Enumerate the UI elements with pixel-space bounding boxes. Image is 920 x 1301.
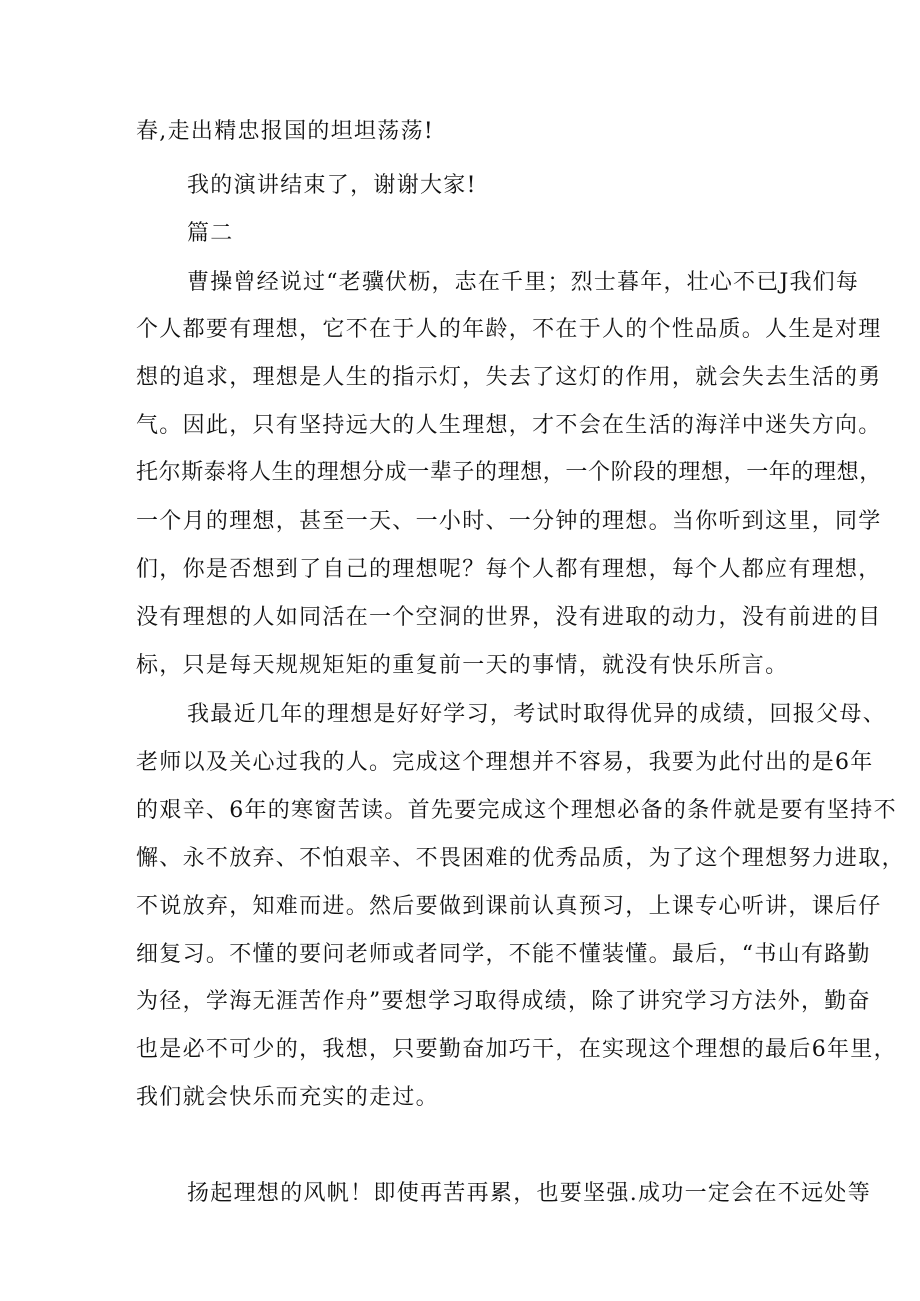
text-line: 标，只是每天规规矩矩的重复前一天的事情，就没有快乐所言。 (136, 653, 789, 678)
text-line: 老师以及关心过我的人。完成这个理想并不容易，我要为此付出的是6年 (136, 750, 874, 775)
text-line: 托尔斯泰将人生的理想分成一辈子的理想，一个阶段的理想，一年的理想， (136, 460, 882, 485)
text-line: 曹操曾经说过“老骥伏枥，志在千里；烈士暮年，壮心不已J我们每 (187, 270, 860, 295)
text-line: 的艰辛、6年的寒窗苦读。首先要完成这个理想必备的条件就是要有坚持不 (136, 798, 897, 823)
text-line: 为径，学海无涯苦作舟”要想学习取得成绩，除了讲究学习方法外，勤奋 (136, 989, 871, 1014)
text-line: 没有理想的人如同活在一个空洞的世界，没有进取的动力，没有前进的目 (136, 605, 882, 630)
text-line: 我最近几年的理想是好好学习，考试时取得优异的成绩，回报父母、 (187, 702, 887, 727)
heading-text: 篇二 (187, 221, 234, 246)
text-line: 不说放弃，知难而进。然后要做到课前认真预习，上课专心听讲，课后仔 (136, 894, 882, 919)
text-line: 想的追求，理想是人生的指示灯，失去了这灯的作用，就会失去生活的勇 (136, 365, 882, 390)
text-line: 扬起理想的风帆！即使再苦再累，也要坚强.成功一定会在不远处等 (187, 1181, 871, 1206)
text-line: 我们就会快乐而充实的走过。 (136, 1085, 439, 1110)
text-line: 们，你是否想到了自己的理想呢？每个人都有理想，每个人都应有理想， (136, 557, 882, 582)
text-line: 个人都要有理想，它不在于人的年龄，不在于人的个性品质。人生是对理 (136, 317, 882, 342)
text-line: 细复习。不懂的要问老师或者同学，不能不懂装懂。最后，“书山有路勤 (136, 942, 871, 967)
text-line: 一个月的理想，甚至一天、一小时、一分钟的理想。当你听到这里，同学 (136, 509, 882, 534)
text-line: 气。因此，只有坚持远大的人生理想，才不会在生活的海洋中迷失方向。 (136, 413, 882, 438)
text-line: 春,走出精忠报国的坦坦荡荡! (136, 119, 435, 144)
text-line: 懈、永不放弃、不怕艰辛、不畏困难的优秀品质，为了这个理想努力进取， (136, 846, 905, 871)
text-line: 我的演讲结束了，谢谢大家! (187, 173, 477, 198)
text-line: 也是必不可少的，我想，只要勤奋加巧干，在实现这个理想的最后6年里， (136, 1037, 897, 1062)
